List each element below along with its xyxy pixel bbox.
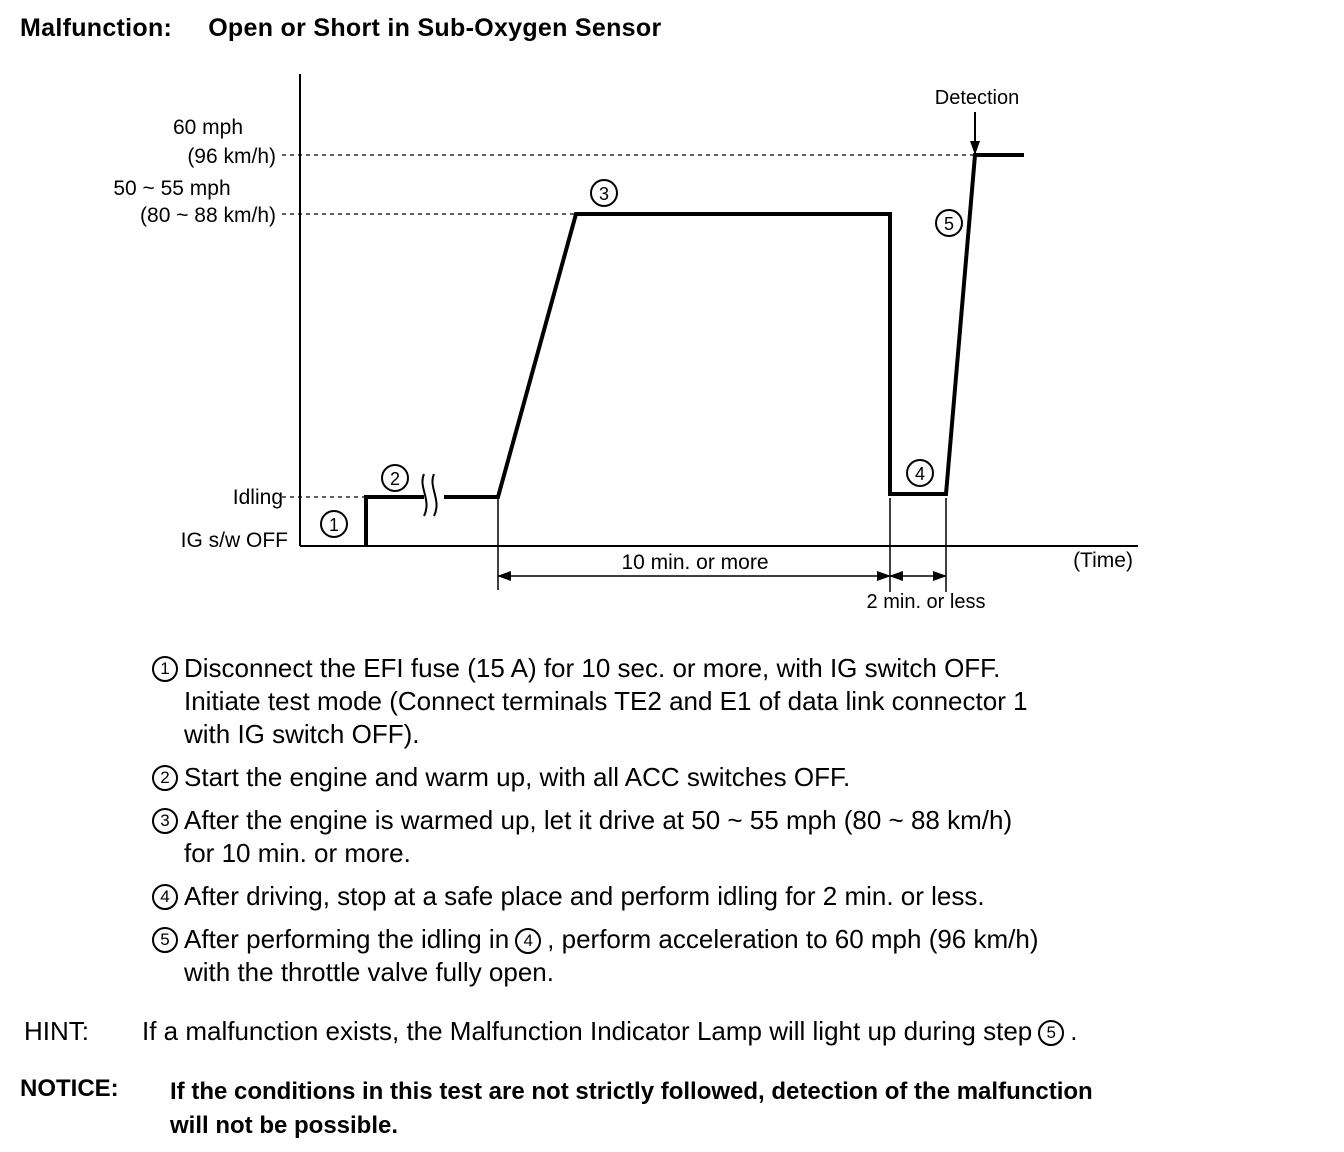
step-text: Disconnect the EFI fuse (15 A) for 10 sec. or more, with IG switch OFF. Initiate test mode (Connect terminals TE2 and E1 of data link connector 1 with IG switch OFF). (184, 653, 1028, 749)
hint-step-ref: 5 (1038, 1020, 1064, 1046)
step-5 (148, 923, 1328, 989)
marker-4 (907, 460, 933, 486)
title-label: Malfunction: (20, 14, 173, 42)
hint-text-end: . (1070, 1016, 1078, 1046)
step-2 (148, 761, 1328, 794)
notice-text: If the conditions in this test are not strictly followed, detection of the malfunction will not be possible. (170, 1078, 1093, 1139)
label-96kmh: (96 km/h) (187, 145, 276, 168)
svg-text:1: 1 (328, 515, 340, 535)
step-3 (148, 804, 1328, 870)
marker-1 (321, 511, 347, 537)
step-number: 2 (152, 765, 178, 791)
steps-list (148, 652, 1328, 999)
title-text: Open or Short in Sub-Oxygen Sensor (208, 14, 662, 42)
step-ref: 4 (515, 928, 541, 954)
svg-text:3: 3 (598, 184, 610, 204)
x-axis-label: (Time) (1073, 549, 1133, 572)
step-1 (148, 652, 1328, 751)
step-4 (148, 880, 1328, 913)
label-idling: Idling (232, 486, 283, 509)
step-text (184, 923, 1328, 989)
marker-2 (382, 465, 408, 491)
duration-2min-label: 2 min. or less (866, 591, 986, 613)
hint (24, 1016, 1077, 1047)
marker-5 (936, 210, 962, 236)
svg-text:2: 2 (389, 469, 401, 489)
label-80-88kmh: (80 ~ 88 km/h) (140, 204, 276, 227)
step-text-after: , perform acceleration to 60 mph (96 km/h) with the throttle valve fully open. (184, 924, 1039, 987)
duration-10min-label: 10 min. or more (621, 551, 769, 574)
label-60mph: 60 mph (172, 116, 244, 139)
svg-text:4: 4 (914, 464, 926, 484)
notice-label: NOTICE: (20, 1075, 119, 1102)
label-ig-off: IG s/w OFF (180, 529, 288, 552)
label-50-55mph: 50 ~ 55 mph (113, 177, 231, 200)
step-text: After driving, stop at a safe place and perform idling for 2 min. or less. (184, 881, 985, 911)
detection-label: Detection (934, 87, 1020, 109)
svg-text:5: 5 (943, 214, 955, 234)
marker-3 (591, 180, 617, 206)
step-number: 4 (152, 884, 178, 910)
hint-label: HINT: (24, 1016, 89, 1046)
step-text: Start the engine and warm up, with all ACC switches OFF. (184, 762, 851, 792)
step-number: 3 (152, 808, 178, 834)
step-number: 1 (152, 656, 178, 682)
step-text: After the engine is warmed up, let it drive at 50 ~ 55 mph (80 ~ 88 km/h) for 10 min. or more. (184, 805, 1013, 868)
hint-text: If a malfunction exists, the Malfunction Indicator Lamp will light up during step (142, 1016, 1033, 1046)
step-text-before: After performing the idling in (184, 924, 510, 954)
drive-profile-line (366, 155, 1024, 546)
step-number: 5 (152, 927, 178, 953)
